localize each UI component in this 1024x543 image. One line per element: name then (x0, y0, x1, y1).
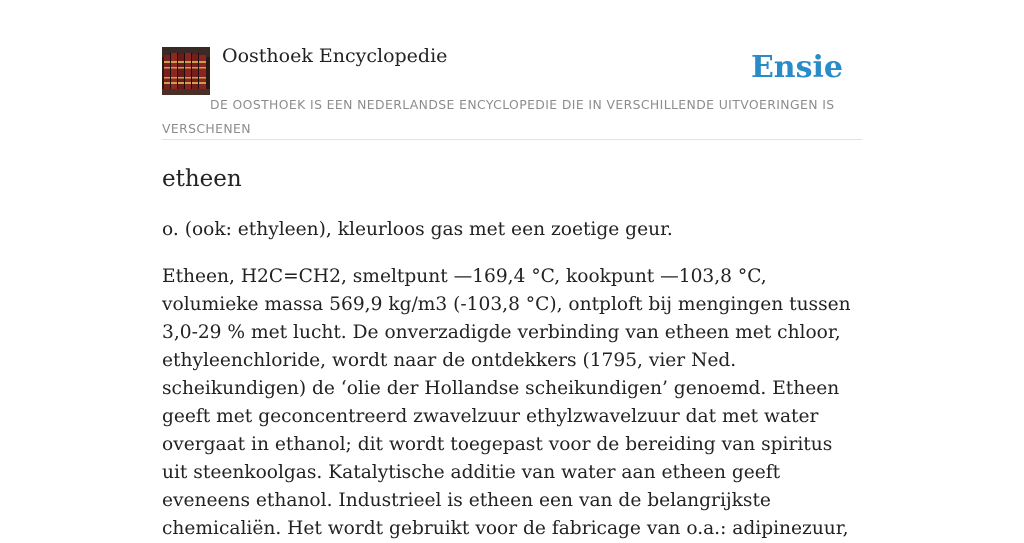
article-title: etheen (162, 166, 242, 192)
encyclopedia-books-icon[interactable] (162, 47, 210, 95)
site-header (162, 44, 862, 140)
article-definition: o. (ook: ethyleen), kleurloos gas met een zoetige geur. (162, 219, 673, 240)
brand-logo-link[interactable]: Ensie (750, 50, 843, 85)
site-name-link[interactable]: Oosthoek Encyclopedie (222, 45, 448, 67)
article-body: Etheen, H2C=CH2, smeltpunt —169,4 °C, kookpunt —103,8 °C, volumieke massa 569,9 kg/m3 (-103,8 °C), ontploft bij mengingen tussen 3,0-29 % met lucht. De onverzadigde verbinding van etheen met chloor, ethyleenchloride, wordt naar de ontdekkers (1795, vier Ned. scheikundigen) de ‘olie der Hollandse scheikundigen’ genoemd. Etheen geeft met geconcentreerd zwavelzuur ethylzwavelzuur dat met water overgaat in ethanol; dit wordt toegepast voor de bereiding van spiritus uit steenkoolgas. Katalytische additie van water aan etheen geeft eveneens ethanol. Industrieel is etheen een van de belangrijkste chemicaliën. Het wordt gebruikt voor de fabricage van o.a.: adipinezuur, (162, 266, 851, 539)
site-tagline: DE OOSTHOEK IS EEN NEDERLANDSE ENCYCLOPEDIE DIE IN VERSCHILLENDE UITVOERINGEN IS VERSCHENEN (162, 97, 835, 136)
